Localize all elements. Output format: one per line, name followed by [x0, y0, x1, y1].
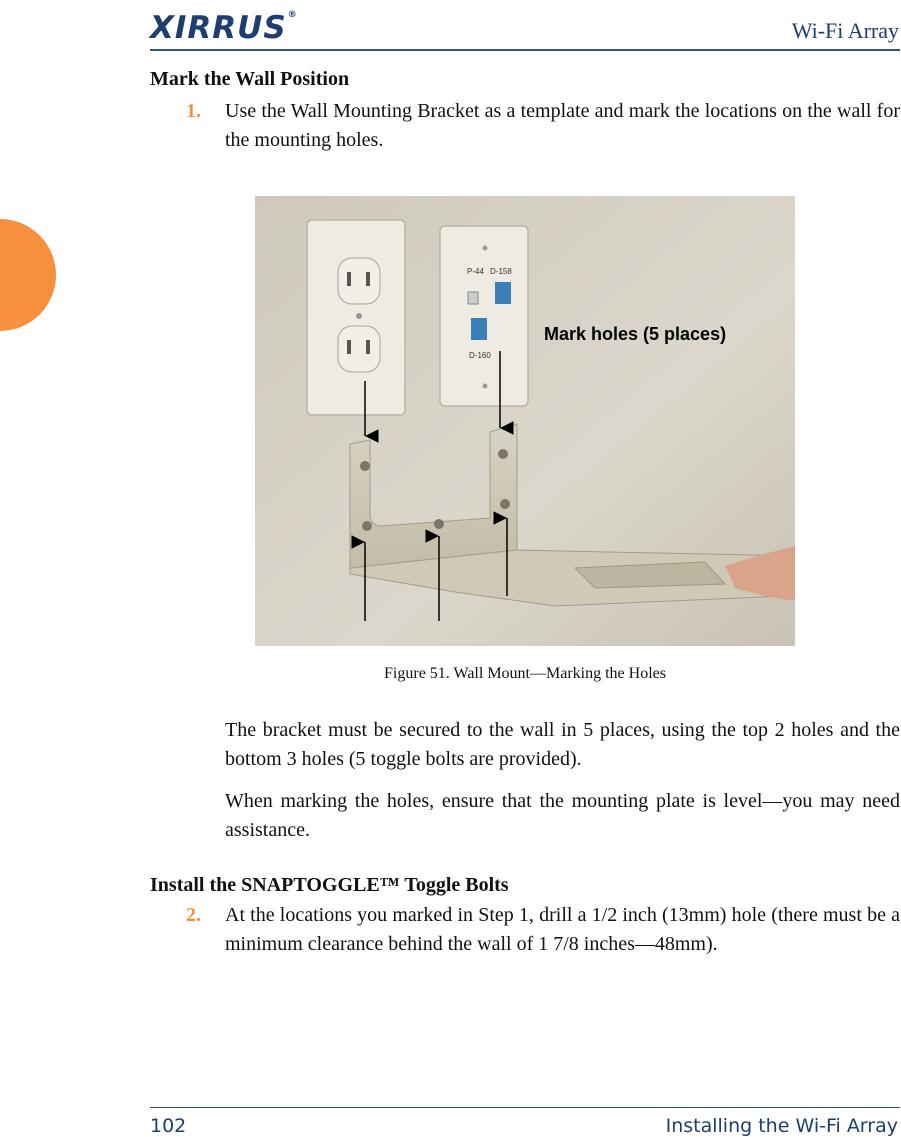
footer-section-title: Installing the Wi-Fi Array [665, 1115, 898, 1137]
xirrus-logo [150, 10, 298, 46]
figure-annotation: Mark holes (5 places) [544, 324, 727, 344]
logo-text: XIRRUS [150, 10, 287, 46]
body-paragraph: When marking the holes, ensure that the mounting plate is level—you may need assistance. [225, 790, 900, 841]
body-paragraph: The bracket must be secured to the wall in 5 places, using the top 2 holes and the bottom 3 holes (5 toggle bolts are provided). [225, 719, 900, 770]
figure-caption: Figure 51. Wall Mount—Marking the Holes [384, 665, 666, 682]
step-number: 2. [186, 904, 201, 926]
wall-mount-photo [255, 196, 795, 646]
registered-mark: ® [287, 10, 298, 20]
bracket-illustration [255, 196, 795, 646]
header-title: Wi-Fi Array [791, 18, 899, 43]
section-heading-install-toggle-bolts: Install the SNAPTOGGLE™ Toggle Bolts [150, 874, 509, 896]
power-outlet [307, 220, 405, 415]
step-number: 1. [186, 100, 201, 122]
footer-divider [150, 1107, 900, 1108]
step-2 [186, 901, 900, 959]
header-divider [150, 49, 900, 51]
data-jack-plate [440, 226, 528, 406]
page-number: 102 [150, 1115, 187, 1137]
jack-label: D-158 [490, 267, 512, 276]
jack-label: D-160 [469, 351, 491, 360]
step-1 [186, 97, 900, 155]
step-text: At the locations you marked in Step 1, drill a 1/2 inch (13mm) hole (there must be a minimum clearance behind the wall of 1 7/8 inches—48mm). [225, 904, 900, 955]
jack-label: P-44 [467, 267, 484, 276]
chapter-tab-marker [0, 219, 56, 331]
section-heading-mark-wall: Mark the Wall Position [150, 68, 350, 90]
step-text: Use the Wall Mounting Bracket as a template and mark the locations on the wall for the mounting holes. [225, 100, 900, 151]
